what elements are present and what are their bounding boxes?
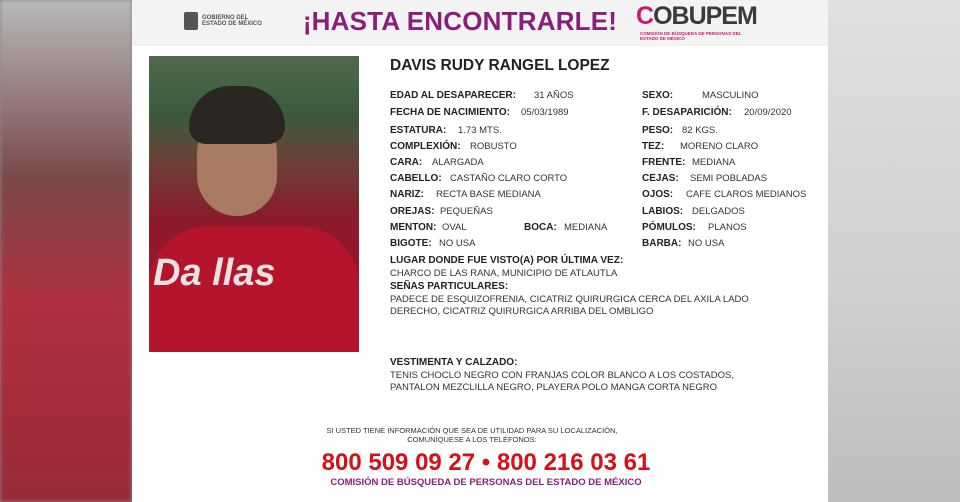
nacimiento-label: FECHA DE NACIMIENTO: (390, 107, 510, 118)
nariz-label: NARIZ: (390, 189, 424, 200)
sexo-label: SEXO: (642, 90, 674, 101)
tez-value: MORENO CLARO (680, 141, 759, 152)
senas-value (390, 294, 790, 317)
person-photo (149, 56, 359, 352)
vestimenta-label: VESTIMENTA Y CALZADO: (390, 357, 518, 368)
boca-label: BOCA: (524, 222, 557, 233)
senas-line-1: PADECE DE ESQUIZOFRENIA, CICATRIZ QUIRURGICA CERCA DEL AXILA LADO (390, 294, 749, 305)
peso-value: 82 KGS. (682, 125, 718, 136)
complexion-label: COMPLEXIÓN: (390, 141, 461, 152)
edad-value: 31 AÑOS (534, 90, 574, 101)
ojos-value: CAFE CLAROS MEDIANOS (686, 189, 807, 200)
barba-label: BARBA: (642, 238, 682, 249)
boca-value: MEDIANA (564, 222, 608, 233)
contact-note-line-1: SI USTED TIENE INFORMACIÓN QUE SEA DE UTILIDAD PARA SU LOCALIZACIÓN, (326, 426, 618, 435)
pomulos-label: PÓMULOS: (642, 222, 696, 233)
photo-hair (189, 86, 285, 144)
cabello-value: CASTAÑO CLARO CORTO (450, 173, 568, 184)
footer-commission: COMISIÓN DE BÚSQUEDA DE PERSONAS DEL ESTADO DE MÉXICO (330, 477, 642, 488)
ojos-label: OJOS: (642, 189, 674, 200)
nariz-value: RECTA BASE MEDIANA (436, 189, 541, 200)
orejas-value: PEQUEÑAS (440, 206, 493, 217)
orejas-label: OREJAS: (390, 206, 435, 217)
barba-value: NO USA (688, 238, 725, 249)
complexion-value: ROBUSTO (470, 141, 517, 152)
sexo-value: MASCULINO (702, 90, 759, 101)
vestimenta-line-2: PANTALON MEZCLILLA NEGRO, PLAYERA POLO MANGA CORTA NEGRO (390, 381, 717, 393)
cejas-value: SEMI POBLADAS (690, 173, 768, 184)
background-blur-left (0, 0, 132, 502)
menton-label: MENTON: (390, 222, 437, 233)
estatura-label: ESTATURA: (390, 125, 447, 136)
bigote-value: NO USA (439, 238, 476, 249)
coat-of-arms-icon (184, 12, 198, 30)
labios-label: LABIOS: (642, 206, 684, 217)
contact-note (302, 426, 642, 444)
vestimenta-value (390, 370, 790, 393)
cabello-label: CABELLO: (390, 173, 442, 184)
senas-line-2: DERECHO, CICATRIZ QUIRURGICA ARRIBA DEL OMBLIGO (390, 305, 654, 317)
photo-shirt-print: Da llas (153, 252, 276, 294)
peso-label: PESO: (642, 125, 674, 136)
lugar-value: CHARCO DE LAS RANA, MUNICIPIO DE ATLAUTLA (390, 268, 618, 279)
edad-label: EDAD AL DESAPARECER: (390, 90, 516, 101)
vestimenta-line-1: TENIS CHOCLO NEGRO CON FRANJAS COLOR BLANCO A LOS COSTADOS, (390, 370, 734, 381)
cara-value: ALARGADA (432, 157, 484, 168)
estatura-value: 1.73 MTS. (458, 125, 502, 136)
background-blur-right (828, 0, 960, 502)
cara-label: CARA: (390, 157, 423, 168)
nacimiento-value: 05/03/1989 (521, 107, 569, 118)
missing-person-poster (132, 0, 828, 502)
gobierno-logo-text: GOBIERNO DEL ESTADO DE MÉXICO (202, 15, 262, 27)
desaparicion-label: F. DESAPARICIÓN: (642, 107, 732, 118)
cejas-label: CEJAS: (642, 173, 679, 184)
lugar-label: LUGAR DONDE FUE VISTO(A) POR ÚLTIMA VEZ: (390, 255, 624, 266)
tez-label: TEZ: (642, 141, 665, 152)
senas-label: SEÑAS PARTICULARES: (390, 281, 509, 292)
cobupem-subtitle: COMISIÓN DE BÚSQUEDA DE PERSONAS DEL ESTADO DE MÉXICO (640, 31, 742, 41)
gobierno-logo (184, 12, 272, 30)
cobupem-initial: C (636, 2, 654, 30)
frente-label: FRENTE: (642, 157, 686, 168)
frente-value: MEDIANA (692, 157, 736, 168)
poster-header (132, 0, 828, 46)
menton-value: OVAL (442, 222, 467, 233)
cobupem-name: OBUPEM (653, 2, 757, 30)
desaparicion-value: 20/09/2020 (744, 107, 792, 118)
bigote-label: BIGOTE: (390, 238, 432, 249)
phone-numbers: 800 509 09 27 • 800 216 03 61 (321, 449, 651, 476)
cobupem-logo (636, 2, 760, 41)
person-name: DAVIS RUDY RANGEL LOPEZ (390, 57, 610, 74)
cobupem-wordmark (636, 2, 760, 31)
labios-value: DELGADOS (692, 206, 745, 217)
pomulos-value: PLANOS (708, 222, 747, 233)
contact-note-line-2: COMUNÍQUESE A LOS TELÉFONOS: (407, 435, 537, 444)
headline: ¡HASTA ENCONTRARLE! (302, 6, 618, 36)
